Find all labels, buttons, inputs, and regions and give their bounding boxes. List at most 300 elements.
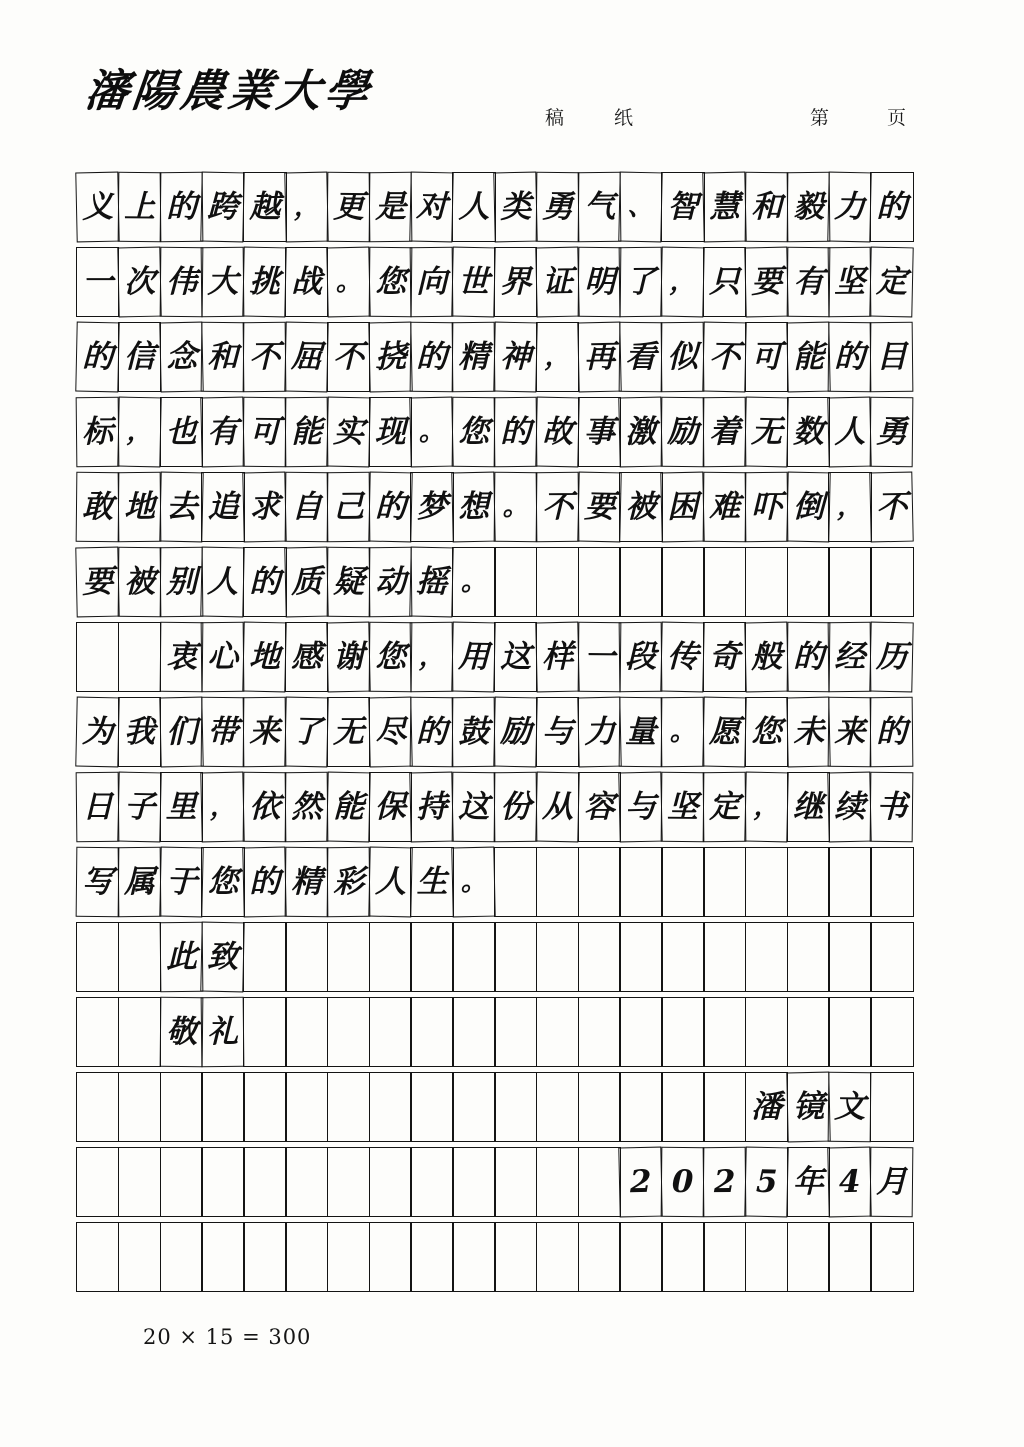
manuscript-cell bbox=[536, 1147, 579, 1217]
manuscript-cell bbox=[243, 997, 286, 1067]
manuscript-cell: 鼓 bbox=[452, 697, 496, 767]
manuscript-cell: 然 bbox=[285, 772, 329, 842]
manuscript-cell: 们 bbox=[159, 697, 204, 768]
manuscript-cell bbox=[285, 997, 328, 1067]
manuscript-cell: 来 bbox=[828, 697, 872, 767]
manuscript-cell bbox=[118, 922, 161, 992]
manuscript-cell: 事 bbox=[578, 397, 621, 467]
manuscript-cell: 不 bbox=[702, 322, 747, 393]
manuscript-cell: 您 bbox=[745, 697, 788, 767]
manuscript-cell: 疑 bbox=[326, 547, 370, 617]
manuscript-cell bbox=[870, 997, 913, 1067]
manuscript-cell: 此 bbox=[159, 922, 203, 992]
manuscript-cell bbox=[76, 997, 119, 1067]
manuscript-cell: 励 bbox=[493, 697, 538, 768]
manuscript-cell: 明 bbox=[577, 247, 621, 317]
manuscript-cell bbox=[661, 547, 704, 617]
manuscript-cell bbox=[452, 997, 495, 1067]
manuscript-cell: 为 bbox=[75, 697, 120, 768]
manuscript-cell bbox=[160, 1072, 203, 1142]
manuscript-cell bbox=[327, 1072, 370, 1142]
manuscript-row bbox=[76, 322, 944, 392]
manuscript-cell: 可 bbox=[745, 322, 788, 392]
manuscript-cell: 力 bbox=[828, 172, 873, 243]
manuscript-cell: 大 bbox=[201, 247, 245, 317]
manuscript-cell bbox=[578, 997, 621, 1067]
manuscript-cell: 励 bbox=[661, 397, 705, 467]
manuscript-cell: 坚 bbox=[828, 247, 872, 317]
manuscript-cell bbox=[787, 922, 830, 992]
manuscript-cell bbox=[578, 1222, 621, 1292]
manuscript-cell: 己 bbox=[326, 472, 370, 542]
manuscript-cell bbox=[703, 922, 746, 992]
manuscript-cell bbox=[578, 547, 621, 617]
manuscript-cell bbox=[828, 1222, 871, 1292]
manuscript-cell: 有 bbox=[201, 397, 246, 468]
manuscript-cell bbox=[243, 922, 286, 992]
manuscript-cell: 再 bbox=[577, 322, 622, 393]
manuscript-cell: 这 bbox=[494, 622, 537, 692]
manuscript-cell bbox=[745, 847, 788, 917]
manuscript-cell: 敢 bbox=[76, 472, 120, 542]
manuscript-cell: 勇 bbox=[535, 172, 579, 242]
manuscript-cell bbox=[870, 922, 913, 992]
manuscript-cell bbox=[494, 847, 537, 917]
manuscript-cell bbox=[285, 1147, 328, 1217]
manuscript-cell: 信 bbox=[118, 322, 161, 392]
manuscript-cell: 义 bbox=[75, 172, 120, 243]
manuscript-cell bbox=[118, 622, 161, 692]
manuscript-cell bbox=[243, 1147, 286, 1217]
manuscript-cell bbox=[870, 547, 913, 617]
manuscript-cell: 类 bbox=[493, 172, 538, 243]
manuscript-cell: 年 bbox=[787, 1147, 830, 1217]
manuscript-cell: 心 bbox=[201, 622, 245, 692]
manuscript-cell: 于 bbox=[159, 847, 204, 918]
manuscript-row bbox=[76, 1222, 944, 1292]
manuscript-cell bbox=[787, 847, 830, 917]
manuscript-cell: 难 bbox=[703, 472, 747, 542]
manuscript-cell bbox=[201, 1147, 244, 1217]
manuscript-cell bbox=[787, 997, 830, 1067]
manuscript-cell bbox=[285, 1222, 328, 1292]
manuscript-cell bbox=[410, 1222, 453, 1292]
manuscript-cell: 礼 bbox=[201, 997, 245, 1067]
manuscript-cell bbox=[828, 922, 871, 992]
grid-count-label: 20 × 15 = 300 bbox=[143, 1325, 312, 1349]
manuscript-cell bbox=[578, 1147, 621, 1217]
manuscript-cell: 传 bbox=[660, 622, 705, 693]
manuscript-cell bbox=[369, 997, 412, 1067]
manuscript-cell bbox=[703, 1072, 746, 1142]
manuscript-cell bbox=[745, 922, 788, 992]
manuscript-cell: 能 bbox=[285, 397, 329, 467]
manuscript-cell: 未 bbox=[786, 697, 831, 768]
manuscript-cell bbox=[578, 847, 621, 917]
manuscript-cell bbox=[76, 1222, 119, 1292]
manuscript-cell: 的 bbox=[75, 322, 120, 393]
manuscript-cell: 证 bbox=[535, 247, 580, 318]
manuscript-cell: 量 bbox=[619, 697, 663, 767]
manuscript-cell: 的 bbox=[494, 397, 538, 467]
manuscript-cell: 被 bbox=[619, 472, 662, 542]
manuscript-cell: 也 bbox=[160, 397, 203, 467]
manuscript-cell: 质 bbox=[284, 547, 329, 618]
manuscript-cell: 可 bbox=[243, 397, 287, 467]
manuscript-cell: 的 bbox=[242, 847, 287, 918]
manuscript-cell: 念 bbox=[159, 322, 204, 393]
manuscript-row bbox=[76, 997, 944, 1067]
manuscript-cell: 份 bbox=[494, 772, 538, 842]
manuscript-cell: 自 bbox=[285, 472, 329, 542]
manuscript-cell: 和 bbox=[744, 172, 788, 242]
manuscript-cell: 这 bbox=[452, 772, 496, 842]
manuscript-cell: 实 bbox=[326, 397, 371, 468]
manuscript-cell bbox=[285, 922, 328, 992]
manuscript-cell bbox=[369, 922, 412, 992]
manuscript-cell: 历 bbox=[869, 622, 914, 693]
manuscript-cell: 的 bbox=[410, 322, 454, 392]
manuscript-cell bbox=[410, 1072, 453, 1142]
manuscript-cell bbox=[118, 997, 161, 1067]
manuscript-cell: 感 bbox=[285, 622, 328, 692]
manuscript-cell bbox=[536, 922, 579, 992]
page-header bbox=[75, 55, 950, 145]
manuscript-cell bbox=[870, 1072, 913, 1142]
manuscript-cell: 与 bbox=[619, 772, 664, 843]
manuscript-grid bbox=[76, 172, 944, 1297]
manuscript-cell bbox=[703, 997, 746, 1067]
manuscript-cell: 标 bbox=[76, 397, 120, 467]
manuscript-cell bbox=[201, 1072, 244, 1142]
manuscript-cell: 目 bbox=[870, 322, 914, 392]
manuscript-cell bbox=[703, 1222, 746, 1292]
manuscript-cell bbox=[661, 1072, 704, 1142]
manuscript-cell bbox=[787, 547, 830, 617]
manuscript-cell: 不 bbox=[535, 472, 579, 542]
manuscript-cell bbox=[494, 547, 537, 617]
manuscript-cell: 保 bbox=[369, 772, 412, 842]
manuscript-cell: 精 bbox=[452, 322, 496, 392]
manuscript-cell bbox=[76, 922, 119, 992]
manuscript-cell: 坚 bbox=[661, 772, 705, 842]
manuscript-cell: 更 bbox=[326, 172, 370, 242]
manuscript-cell: 和 bbox=[201, 322, 245, 392]
manuscript-cell: 依 bbox=[243, 772, 287, 842]
manuscript-cell: 。 bbox=[494, 472, 538, 542]
manuscript-cell bbox=[410, 997, 453, 1067]
manuscript-cell: 吓 bbox=[744, 472, 788, 542]
manuscript-cell bbox=[327, 1147, 370, 1217]
manuscript-cell: 彩 bbox=[326, 847, 370, 917]
manuscript-cell: 屈 bbox=[284, 322, 329, 393]
manuscript-cell: ， bbox=[744, 772, 789, 843]
manuscript-cell: 潘 bbox=[745, 1072, 788, 1142]
manuscript-cell bbox=[870, 847, 913, 917]
manuscript-row bbox=[76, 772, 944, 842]
manuscript-row bbox=[76, 697, 944, 767]
manuscript-cell: 一 bbox=[577, 622, 621, 692]
manuscript-cell: 与 bbox=[536, 697, 579, 767]
manuscript-cell bbox=[160, 1147, 203, 1217]
manuscript-cell: 慧 bbox=[702, 172, 747, 243]
manuscript-row bbox=[76, 922, 944, 992]
manuscript-cell: 向 bbox=[410, 247, 454, 317]
manuscript-cell bbox=[285, 1072, 328, 1142]
manuscript-cell: 跨 bbox=[201, 172, 246, 243]
manuscript-cell: 摇 bbox=[410, 547, 455, 618]
manuscript-cell: 着 bbox=[703, 397, 747, 467]
manuscript-cell: 上 bbox=[117, 172, 161, 242]
manuscript-cell bbox=[494, 922, 537, 992]
manuscript-cell: 奇 bbox=[703, 622, 746, 692]
manuscript-cell: 伟 bbox=[159, 247, 203, 317]
manuscript-row bbox=[76, 247, 944, 317]
manuscript-cell: 有 bbox=[786, 247, 830, 317]
manuscript-cell: 故 bbox=[535, 397, 580, 468]
manuscript-cell bbox=[494, 997, 537, 1067]
manuscript-cell: 您 bbox=[452, 397, 496, 467]
manuscript-cell: 无 bbox=[327, 697, 370, 767]
manuscript-cell: 镜 bbox=[786, 1072, 831, 1143]
manuscript-cell bbox=[619, 922, 662, 992]
manuscript-cell: 不 bbox=[869, 472, 914, 543]
manuscript-cell bbox=[619, 1222, 662, 1292]
manuscript-cell: 里 bbox=[160, 772, 203, 842]
manuscript-cell: 敬 bbox=[159, 997, 203, 1067]
manuscript-cell bbox=[536, 1222, 579, 1292]
manuscript-cell: 的 bbox=[368, 472, 413, 543]
manuscript-cell: 持 bbox=[410, 772, 455, 843]
manuscript-cell bbox=[828, 847, 871, 917]
manuscript-cell: 精 bbox=[285, 847, 329, 917]
manuscript-cell bbox=[619, 997, 662, 1067]
manuscript-cell: 要 bbox=[75, 547, 120, 618]
manuscript-cell: 定 bbox=[869, 247, 914, 318]
school-name-logo: 瀋陽農業大學 bbox=[81, 66, 376, 117]
manuscript-cell bbox=[578, 922, 621, 992]
manuscript-cell: 愿 bbox=[702, 697, 747, 768]
manuscript-cell: 5 bbox=[744, 1147, 789, 1218]
manuscript-cell: 困 bbox=[660, 472, 705, 543]
manuscript-cell: 能 bbox=[786, 322, 831, 393]
manuscript-cell: 的 bbox=[159, 172, 203, 242]
manuscript-cell: 倒 bbox=[786, 472, 831, 543]
manuscript-cell: 求 bbox=[242, 472, 287, 543]
manuscript-cell bbox=[76, 1147, 119, 1217]
manuscript-cell: 您 bbox=[201, 847, 244, 917]
manuscript-cell bbox=[536, 547, 579, 617]
manuscript-cell bbox=[661, 922, 704, 992]
manuscript-cell: 看 bbox=[619, 322, 663, 392]
manuscript-cell: ， bbox=[660, 247, 705, 318]
manuscript-cell bbox=[619, 1072, 662, 1142]
manuscript-cell: 用 bbox=[451, 622, 496, 693]
manuscript-cell: 挠 bbox=[368, 322, 413, 393]
manuscript-cell bbox=[661, 997, 704, 1067]
manuscript-cell: 人 bbox=[201, 547, 246, 618]
manuscript-cell bbox=[243, 1072, 286, 1142]
manuscript-cell: 地 bbox=[242, 622, 287, 693]
manuscript-cell: 、 bbox=[619, 172, 664, 243]
manuscript-cell: 只 bbox=[703, 247, 746, 317]
manuscript-cell: 能 bbox=[326, 772, 371, 843]
manuscript-cell: 衷 bbox=[159, 622, 203, 692]
manuscript-cell bbox=[452, 1222, 495, 1292]
manuscript-cell: 文 bbox=[828, 1072, 872, 1142]
manuscript-cell bbox=[327, 1222, 370, 1292]
manuscript-cell: 从 bbox=[535, 772, 580, 843]
manuscript-cell: 无 bbox=[744, 397, 789, 468]
manuscript-cell: 4 bbox=[828, 1147, 873, 1218]
manuscript-cell: 了 bbox=[284, 697, 329, 768]
manuscript-cell: 地 bbox=[117, 472, 161, 542]
manuscript-cell: 似 bbox=[661, 322, 705, 392]
manuscript-cell: 现 bbox=[369, 397, 412, 467]
manuscript-cell: 要 bbox=[744, 247, 789, 318]
manuscript-cell: 续 bbox=[828, 772, 873, 843]
manuscript-cell: 激 bbox=[619, 397, 664, 468]
manuscript-cell: 。 bbox=[410, 397, 455, 468]
manuscript-cell bbox=[578, 1072, 621, 1142]
manuscript-cell: 子 bbox=[117, 772, 162, 843]
manuscript-cell: 月 bbox=[870, 1147, 914, 1217]
manuscript-cell bbox=[369, 1222, 412, 1292]
manuscript-cell: 书 bbox=[870, 772, 914, 842]
manuscript-cell: 别 bbox=[159, 547, 203, 617]
manuscript-cell: 我 bbox=[118, 697, 161, 767]
manuscript-cell bbox=[787, 1222, 830, 1292]
manuscript-cell: 智 bbox=[661, 172, 704, 242]
manuscript-cell: ， bbox=[201, 772, 246, 843]
manuscript-cell: 梦 bbox=[410, 472, 453, 542]
manuscript-cell: 被 bbox=[117, 547, 161, 617]
manuscript-cell bbox=[494, 1222, 537, 1292]
manuscript-cell: 去 bbox=[159, 472, 204, 543]
manuscript-cell bbox=[327, 997, 370, 1067]
manuscript-cell: 对 bbox=[410, 172, 455, 243]
manuscript-cell bbox=[452, 922, 495, 992]
manuscript-cell: 次 bbox=[117, 247, 162, 318]
manuscript-cell: ， bbox=[410, 622, 454, 692]
manuscript-cell bbox=[76, 622, 119, 692]
manuscript-cell bbox=[828, 997, 871, 1067]
manuscript-cell: 2 bbox=[703, 1147, 747, 1217]
manuscript-cell bbox=[118, 1147, 161, 1217]
manuscript-cell: 的 bbox=[786, 622, 830, 692]
manuscript-cell bbox=[160, 1222, 203, 1292]
sheet-label: 稿 纸 bbox=[545, 107, 656, 129]
page-number-label: 第 页 bbox=[810, 107, 933, 129]
manuscript-cell: 致 bbox=[201, 922, 246, 993]
manuscript-row bbox=[76, 1147, 944, 1217]
manuscript-cell: 数 bbox=[787, 397, 830, 467]
manuscript-cell: 继 bbox=[787, 772, 830, 842]
manuscript-cell: 动 bbox=[368, 547, 412, 617]
manuscript-cell: 的 bbox=[828, 322, 872, 392]
manuscript-cell: 不 bbox=[327, 322, 370, 392]
manuscript-cell bbox=[870, 1222, 913, 1292]
manuscript-cell bbox=[410, 922, 453, 992]
manuscript-cell: 人 bbox=[452, 172, 495, 242]
manuscript-cell: 带 bbox=[201, 697, 245, 767]
manuscript-cell: 力 bbox=[577, 697, 622, 768]
manuscript-row bbox=[76, 547, 944, 617]
manuscript-cell bbox=[118, 1072, 161, 1142]
manuscript-cell: 容 bbox=[578, 772, 621, 842]
manuscript-cell: 般 bbox=[744, 622, 789, 693]
manuscript-cell bbox=[536, 1072, 579, 1142]
manuscript-cell: 您 bbox=[368, 622, 412, 692]
manuscript-cell: 是 bbox=[368, 172, 412, 242]
manuscript-cell bbox=[619, 547, 662, 617]
manuscript-cell bbox=[201, 1222, 244, 1292]
manuscript-cell bbox=[661, 1222, 704, 1292]
manuscript-cell: 不 bbox=[243, 322, 287, 392]
manuscript-cell bbox=[369, 1072, 412, 1142]
manuscript-cell: 0 bbox=[661, 1147, 705, 1217]
manuscript-cell bbox=[410, 1147, 453, 1217]
manuscript-cell bbox=[452, 1072, 495, 1142]
manuscript-cell: 挑 bbox=[242, 247, 287, 318]
manuscript-row bbox=[76, 397, 944, 467]
manuscript-cell: 来 bbox=[243, 697, 287, 767]
manuscript-cell: 人 bbox=[368, 847, 413, 918]
manuscript-cell: 的 bbox=[870, 172, 913, 242]
manuscript-cell: 经 bbox=[828, 622, 872, 692]
manuscript-cell: 气 bbox=[577, 172, 621, 242]
manuscript-cell bbox=[745, 547, 788, 617]
manuscript-cell bbox=[661, 847, 704, 917]
manuscript-cell: ， bbox=[117, 397, 162, 468]
manuscript-cell: 世 bbox=[451, 247, 496, 318]
manuscript-cell: 的 bbox=[243, 547, 286, 617]
manuscript-cell: 写 bbox=[76, 847, 120, 917]
manuscript-cell: 。 bbox=[451, 847, 496, 918]
manuscript-cell: 谢 bbox=[326, 622, 371, 693]
manuscript-cell bbox=[327, 922, 370, 992]
manuscript-cell bbox=[619, 847, 662, 917]
manuscript-cell: 毅 bbox=[786, 172, 830, 242]
manuscript-cell: 一 bbox=[76, 247, 119, 317]
manuscript-cell: 段 bbox=[619, 622, 663, 692]
manuscript-row bbox=[76, 472, 944, 542]
manuscript-cell: 的 bbox=[410, 697, 454, 767]
manuscript-cell bbox=[118, 1222, 161, 1292]
manuscript-cell bbox=[452, 1147, 495, 1217]
manuscript-row bbox=[76, 1072, 944, 1142]
manuscript-cell bbox=[369, 1147, 412, 1217]
manuscript-cell: 界 bbox=[494, 247, 537, 317]
manuscript-cell: 想 bbox=[451, 472, 496, 543]
manuscript-row bbox=[76, 847, 944, 917]
manuscript-row bbox=[76, 622, 944, 692]
manuscript-cell: 2 bbox=[619, 1147, 664, 1218]
manuscript-cell: 的 bbox=[870, 697, 914, 767]
manuscript-cell: 属 bbox=[117, 847, 161, 917]
manuscript-cell bbox=[536, 997, 579, 1067]
manuscript-cell bbox=[828, 547, 871, 617]
manuscript-row bbox=[76, 172, 944, 242]
manuscript-cell: 勇 bbox=[870, 397, 914, 467]
manuscript-cell bbox=[243, 1222, 286, 1292]
manuscript-cell bbox=[703, 547, 746, 617]
manuscript-cell bbox=[745, 997, 788, 1067]
manuscript-cell: 。 bbox=[452, 547, 495, 617]
manuscript-cell: 尽 bbox=[368, 697, 413, 768]
manuscript-cell: 追 bbox=[201, 472, 244, 542]
manuscript-cell: 要 bbox=[577, 472, 622, 543]
